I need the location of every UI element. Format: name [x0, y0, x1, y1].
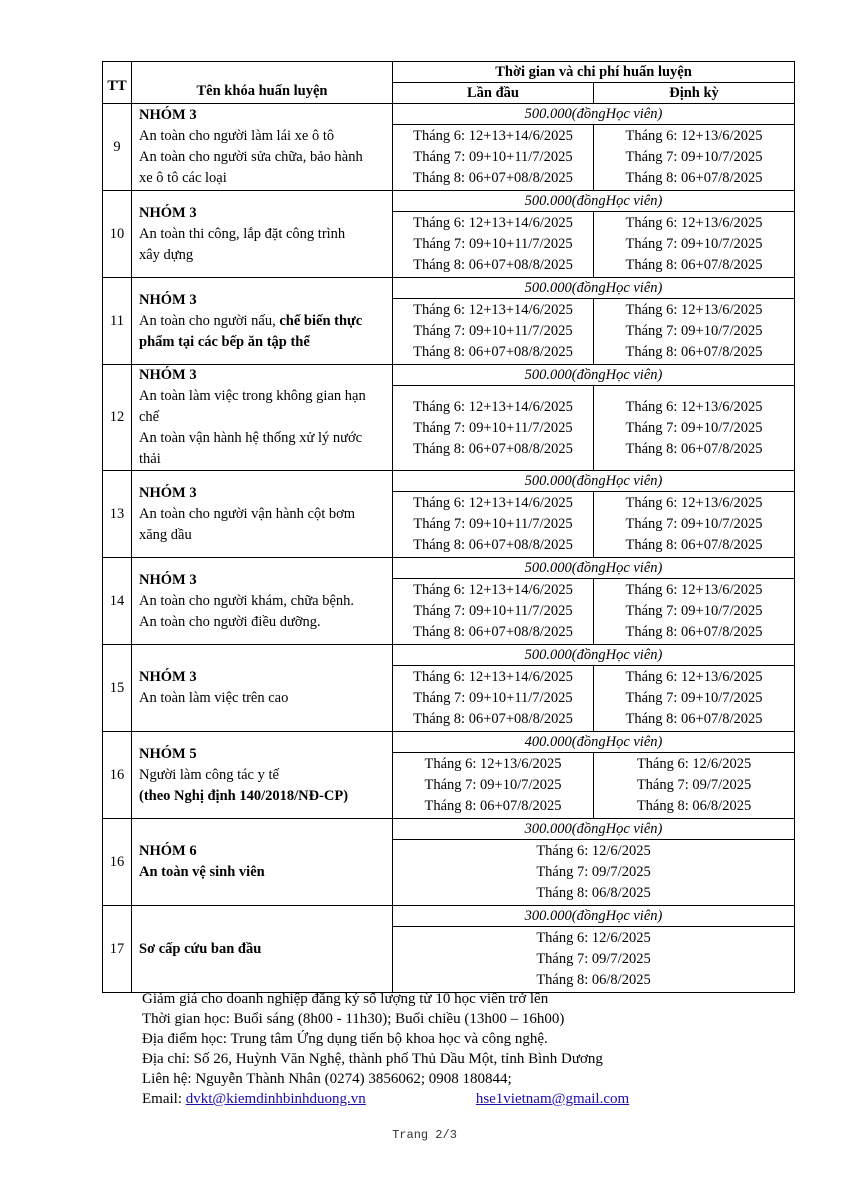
course-name-line: [139, 449, 386, 470]
first-time-dates-cell: [393, 299, 594, 365]
schedule-dates-cell: [393, 840, 795, 906]
row-number: 9: [103, 104, 132, 191]
row-number: 14: [103, 558, 132, 645]
price-cell: 500.000(đồngHọc viên): [393, 645, 795, 666]
table-row: [103, 471, 795, 492]
periodic-date: Tháng 8: 06+07/8/2025: [625, 170, 763, 186]
course-name-line: [139, 203, 386, 224]
course-name-line: [139, 591, 386, 612]
periodic-date: Tháng 6: 12/6/2025: [636, 756, 752, 772]
first-time-date: Tháng 7: 09+10+11/7/2025: [413, 149, 573, 165]
periodic-dates-cell: [594, 579, 795, 645]
periodic-date: Tháng 6: 12+13/6/2025: [625, 669, 763, 685]
course-name-text: An toàn làm việc trong không gian hạn: [139, 388, 366, 404]
table-row: [103, 645, 795, 666]
course-name-text: An toàn cho người sửa chữa, bảo hành: [139, 149, 363, 165]
course-name-text: NHÓM 3: [139, 204, 197, 221]
periodic-date: Tháng 7: 09+10/7/2025: [625, 516, 763, 532]
course-name-text: xây dựng: [139, 246, 194, 263]
first-time-date: Tháng 6: 12+13+14/6/2025: [413, 215, 573, 231]
price-cell: 500.000(đồngHọc viên): [393, 278, 795, 299]
course-name-text: An toàn cho người làm lái xe ô tô: [139, 128, 335, 144]
periodic-date: Tháng 7: 09+10/7/2025: [625, 149, 763, 165]
first-time-date: Tháng 8: 06+07+08/8/2025: [413, 624, 573, 640]
periodic-date: Tháng 7: 09+10/7/2025: [625, 603, 763, 619]
course-name-line: [139, 841, 386, 862]
header-time-cost: Thời gian và chi phí huấn luyện: [393, 62, 795, 83]
course-name-line: [139, 688, 386, 709]
course-schedule-table: [102, 61, 795, 993]
periodic-dates-cell: [594, 212, 795, 278]
periodic-date: Tháng 6: 12+13/6/2025: [625, 215, 763, 231]
first-time-date: Tháng 6: 12+13+14/6/2025: [413, 128, 573, 144]
course-name-text: An toàn cho người khám, chữa bệnh.: [139, 592, 355, 609]
table-row: [103, 365, 795, 386]
first-time-dates-cell: [393, 492, 594, 558]
price-cell: 500.000(đồngHọc viên): [393, 365, 795, 386]
periodic-date: Tháng 8: 06+07/8/2025: [625, 440, 763, 457]
price-cell: 300.000(đồngHọc viên): [393, 906, 795, 927]
first-time-dates-cell: [393, 212, 594, 278]
schedule-date: Tháng 8: 06/8/2025: [536, 885, 651, 901]
email-link-dvkt[interactable]: dvkt@kiemdinhbinhduong.vn: [185, 1091, 366, 1107]
course-name-text: Người làm công tác y tế: [139, 766, 279, 783]
periodic-date: Tháng 8: 06+07/8/2025: [625, 624, 763, 640]
header-first-time: Lần đầu: [393, 83, 594, 104]
course-name-text: NHÓM 3: [139, 571, 197, 588]
course-name-line: [139, 245, 386, 266]
course-name-cell: [132, 558, 393, 645]
first-time-date: Tháng 8: 06+07+08/8/2025: [413, 344, 573, 360]
first-time-dates-cell: [393, 753, 594, 819]
first-time-date: Tháng 8: 06+07+08/8/2025: [413, 537, 573, 553]
first-time-date: Tháng 8: 06+07+08/8/2025: [413, 170, 573, 186]
table-row: [103, 906, 795, 927]
email-label: Email:: [142, 1091, 186, 1107]
course-name-line: [139, 744, 386, 765]
price-cell: 400.000(đồngHọc viên): [393, 732, 795, 753]
course-name-line: [139, 525, 386, 546]
course-name-line: [139, 105, 386, 126]
periodic-dates-cell: [594, 753, 795, 819]
course-name-line: [139, 311, 386, 332]
course-name-text: An toàn làm việc trên cao: [139, 690, 289, 706]
course-name-line: [139, 786, 386, 807]
course-name-text: NHÓM 6: [139, 843, 197, 859]
periodic-dates-cell: [594, 666, 795, 732]
course-name-text: An toàn vệ sinh viên: [139, 864, 265, 880]
first-time-date: Tháng 6: 12+13+14/6/2025: [413, 582, 573, 598]
course-name-line: [139, 939, 386, 960]
first-time-date: Tháng 6: 12+13+14/6/2025: [413, 669, 573, 685]
email-line: [142, 1089, 762, 1109]
course-name-cell: [132, 471, 393, 558]
course-name-text: NHÓM 3: [139, 484, 197, 501]
notes-section: [142, 989, 762, 1109]
header-course-name: Tên khóa huấn luyện: [132, 62, 393, 104]
venue-note: Địa điểm học: Trung tâm Ứng dụng tiến bộ khoa học và công nghệ.: [142, 1031, 548, 1047]
table-row: [103, 558, 795, 579]
schedule-dates-cell: [393, 927, 795, 993]
periodic-date: Tháng 7: 09+10/7/2025: [625, 236, 763, 252]
course-name-cell: [132, 278, 393, 365]
first-time-dates-cell: [393, 666, 594, 732]
contact-note: Liên hệ: Nguyễn Thành Nhân (0274) 3856062; 0908 180844;: [142, 1071, 512, 1087]
first-time-date: Tháng 7: 09+10+11/7/2025: [413, 419, 573, 436]
course-name-cell: [132, 645, 393, 732]
course-name-text: An toàn cho người nấu,: [139, 312, 280, 329]
price-cell: 500.000(đồngHọc viên): [393, 471, 795, 492]
periodic-date: Tháng 7: 09+10/7/2025: [625, 690, 763, 706]
periodic-date: Tháng 6: 12+13/6/2025: [625, 302, 763, 318]
course-name-line: [139, 168, 386, 189]
table-header-row: [103, 62, 795, 83]
course-name-line: [139, 290, 386, 311]
page-number: Trang 2/3: [392, 1128, 457, 1142]
email-link-hse1[interactable]: hse1vietnam@gmail.com: [475, 1091, 630, 1107]
course-name-line: [139, 612, 386, 633]
table-row: [103, 278, 795, 299]
course-name-cell: [132, 732, 393, 819]
schedule-date: Tháng 6: 12/6/2025: [536, 930, 651, 946]
periodic-date: Tháng 7: 09+10/7/2025: [625, 323, 763, 339]
table-row: [103, 732, 795, 753]
course-name-cell: [132, 819, 393, 906]
row-number: 12: [103, 365, 132, 471]
first-time-dates-cell: [393, 579, 594, 645]
header-periodic: Định kỳ: [594, 83, 795, 104]
periodic-date: Tháng 7: 09/7/2025: [636, 777, 752, 793]
course-name-text: NHÓM 3: [139, 291, 197, 308]
course-name-line: [139, 765, 386, 786]
periodic-dates-cell: [594, 386, 795, 471]
first-time-date: Tháng 8: 06+07+08/8/2025: [413, 257, 573, 273]
row-number: 16: [103, 819, 132, 906]
schedule-note: Thời gian học: Buổi sáng (8h00 - 11h30); Buổi chiều (13h00 – 16h00): [142, 1011, 565, 1027]
first-time-date: Tháng 8: 06+07/8/2025: [424, 798, 562, 814]
price-cell: 300.000(đồngHọc viên): [393, 819, 795, 840]
periodic-dates-cell: [594, 299, 795, 365]
course-name-cell: [132, 191, 393, 278]
row-number: 16: [103, 732, 132, 819]
periodic-dates-cell: [594, 492, 795, 558]
periodic-date: Tháng 7: 09+10/7/2025: [625, 419, 763, 436]
first-time-date: Tháng 7: 09+10+11/7/2025: [413, 603, 573, 619]
periodic-dates-cell: [594, 125, 795, 191]
row-number: 10: [103, 191, 132, 278]
schedule-date: Tháng 8: 06/8/2025: [536, 972, 651, 988]
first-time-dates-cell: [393, 125, 594, 191]
course-table-container: [102, 61, 795, 993]
course-name-line: [139, 570, 386, 591]
course-name-cell: [132, 906, 393, 993]
course-name-line: [139, 504, 386, 525]
periodic-date: Tháng 6: 12+13/6/2025: [625, 495, 763, 511]
schedule-date: Tháng 7: 09/7/2025: [536, 864, 651, 880]
course-name-text: NHÓM 5: [139, 745, 197, 762]
course-name-text: xe ô tô các loại: [139, 170, 227, 186]
schedule-date: Tháng 6: 12/6/2025: [536, 843, 651, 859]
course-name-line: [139, 407, 386, 428]
first-time-date: Tháng 7: 09+10+11/7/2025: [413, 690, 573, 706]
periodic-date: Tháng 8: 06/8/2025: [636, 798, 752, 814]
course-name-text: An toàn cho người điều dưỡng.: [139, 613, 321, 630]
table-row: [103, 819, 795, 840]
course-name-line: [139, 386, 386, 407]
course-name-line: [139, 126, 386, 147]
first-time-date: Tháng 6: 12+13+14/6/2025: [413, 398, 573, 415]
course-name-line: [139, 862, 386, 883]
row-number: 17: [103, 906, 132, 993]
periodic-date: Tháng 6: 12+13/6/2025: [625, 128, 763, 144]
course-name-line: [139, 483, 386, 504]
row-number: 15: [103, 645, 132, 732]
row-number: 11: [103, 278, 132, 365]
course-name-line: [139, 147, 386, 168]
first-time-dates-cell: [393, 386, 594, 471]
periodic-date: Tháng 8: 06+07/8/2025: [625, 537, 763, 553]
course-name-line: [139, 332, 386, 353]
first-time-date: Tháng 7: 09+10+11/7/2025: [413, 323, 573, 339]
row-number: 13: [103, 471, 132, 558]
course-name-text: Sơ cấp cứu ban đầu: [139, 940, 262, 957]
course-name-text: (theo Nghị định 140/2018/NĐ-CP): [139, 787, 349, 804]
periodic-date: Tháng 8: 06+07/8/2025: [625, 257, 763, 273]
course-name-text: xăng dầu: [139, 526, 192, 543]
price-cell: 500.000(đồngHọc viên): [393, 191, 795, 212]
course-name-text: thải: [139, 451, 161, 467]
first-time-date: Tháng 8: 06+07+08/8/2025: [413, 711, 573, 727]
address-note: Địa chỉ: Số 26, Huỳnh Văn Nghệ, thành phố Thủ Dầu Một, tỉnh Bình Dương: [142, 1051, 603, 1067]
course-name-text: An toàn cho người vận hành cột bơm: [139, 505, 356, 522]
first-time-date: Tháng 7: 09+10+11/7/2025: [413, 516, 573, 532]
periodic-date: Tháng 6: 12+13/6/2025: [625, 582, 763, 598]
course-name-text: NHÓM 3: [139, 107, 197, 123]
header-tt: TT: [103, 62, 132, 104]
course-name-line: [139, 365, 386, 386]
first-time-date: Tháng 7: 09+10+11/7/2025: [413, 236, 573, 252]
course-name-text: NHÓM 3: [139, 367, 197, 383]
periodic-date: Tháng 6: 12+13/6/2025: [625, 398, 763, 415]
course-name-text: chế: [139, 409, 160, 425]
course-name-line: [139, 667, 386, 688]
course-name-line: [139, 224, 386, 245]
first-time-date: Tháng 6: 12+13/6/2025: [424, 756, 562, 772]
course-name-text: phẩm tại các bếp ăn tập thể: [139, 333, 310, 350]
discount-note: Giảm giá cho doanh nghiệp đăng ký số lượng từ 10 học viên trở lên: [142, 991, 549, 1007]
schedule-date: Tháng 7: 09/7/2025: [536, 951, 651, 967]
course-name-text: An toàn thi công, lắp đặt công trình: [139, 225, 346, 242]
course-name-cell: [132, 104, 393, 191]
table-row: [103, 104, 795, 125]
course-name-text-bold: chế biến thực: [279, 312, 363, 329]
table-body: [103, 104, 795, 993]
course-name-cell: [132, 365, 393, 471]
course-name-text: NHÓM 3: [139, 669, 197, 685]
periodic-date: Tháng 8: 06+07/8/2025: [625, 711, 763, 727]
periodic-date: Tháng 8: 06+07/8/2025: [625, 344, 763, 360]
first-time-date: Tháng 7: 09+10/7/2025: [424, 777, 562, 793]
price-cell: 500.000(đồngHọc viên): [393, 104, 795, 125]
course-name-line: [139, 428, 386, 449]
table-row: [103, 191, 795, 212]
price-cell: 500.000(đồngHọc viên): [393, 558, 795, 579]
course-name-text: An toàn vận hành hệ thống xử lý nước: [139, 430, 363, 446]
first-time-date: Tháng 8: 06+07+08/8/2025: [413, 440, 573, 457]
first-time-date: Tháng 6: 12+13+14/6/2025: [413, 302, 573, 318]
first-time-date: Tháng 6: 12+13+14/6/2025: [413, 495, 573, 511]
